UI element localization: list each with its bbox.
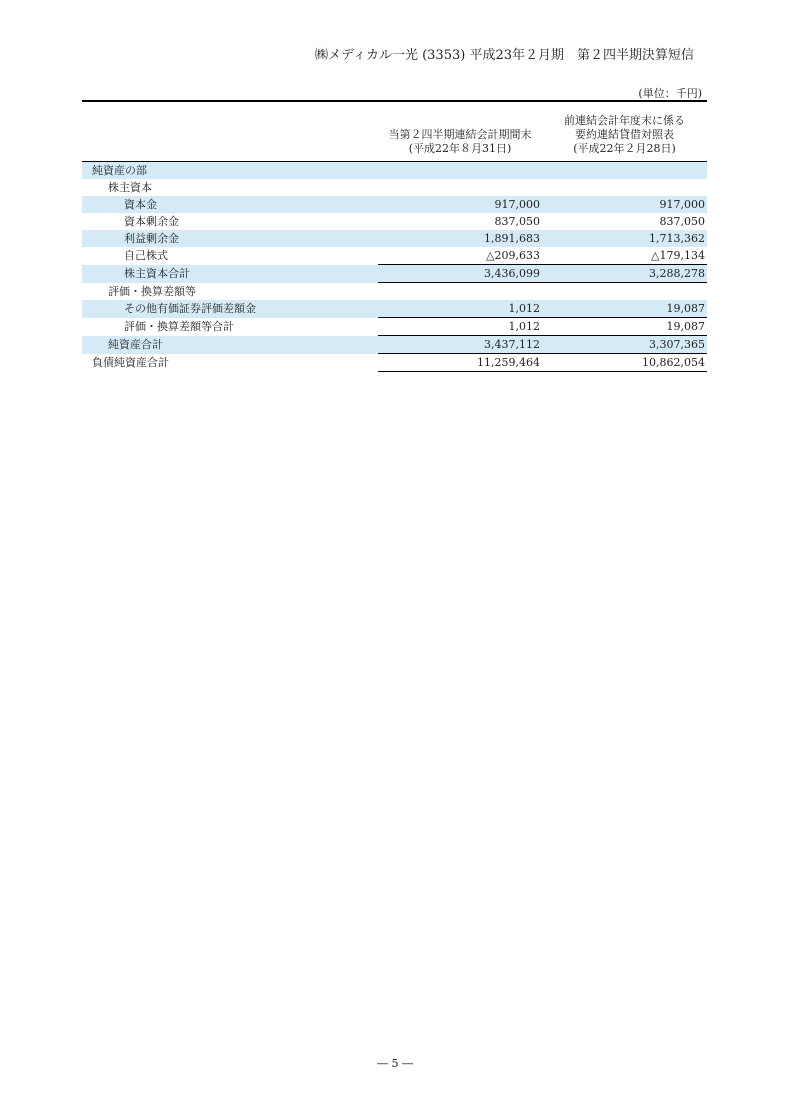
row-current-value: 3,436,099 (378, 265, 542, 283)
row-previous-value: 1,713,362 (542, 230, 707, 247)
header-blank-cell (82, 101, 378, 162)
row-label: 評価・換算差額等合計 (124, 320, 234, 333)
row-previous-value: 10,862,054 (542, 354, 707, 372)
header-previous-line1: 前連結会計年度末に係る (564, 114, 685, 127)
unit-label: (単位：千円) (638, 87, 702, 100)
table-row (82, 318, 707, 336)
table-row (82, 336, 707, 354)
header-previous-line2: 要約連結貸借対照表 (575, 128, 674, 141)
header-previous-line3: (平成22年２月28日) (573, 142, 676, 155)
row-label: 負債純資産合計 (92, 356, 169, 369)
row-current-value: 1,012 (378, 300, 542, 318)
row-label: 純資産の部 (82, 162, 378, 180)
row-previous-value (542, 283, 707, 301)
table-row (82, 213, 707, 230)
row-label: 資本剰余金 (124, 215, 179, 228)
row-current-value: 1,012 (378, 318, 542, 336)
row-current-value (378, 162, 542, 180)
row-previous-value: 19,087 (542, 300, 707, 318)
row-current-value (378, 179, 542, 196)
table-row (82, 179, 707, 196)
row-current-value: △209,633 (486, 249, 540, 262)
row-label: 株主資本 (108, 181, 152, 194)
table-row (82, 196, 707, 213)
balance-sheet-table (82, 100, 707, 372)
row-current-value: 917,000 (378, 196, 542, 213)
row-label: 資本金 (82, 196, 378, 213)
row-label: 自己株式 (124, 249, 168, 263)
row-label: その他有価証券評価差額金 (82, 300, 378, 318)
table-row (82, 300, 707, 318)
row-previous-value: △179,134 (651, 249, 705, 262)
header-current-line1: 当第２四半期連結会計期間末 (388, 128, 532, 141)
row-label: 純資産合計 (82, 336, 378, 354)
row-previous-value: 19,087 (542, 318, 707, 336)
table-row (82, 162, 707, 180)
table-row (82, 354, 707, 372)
row-current-value: 3,437,112 (378, 336, 542, 354)
header-current-period (378, 101, 542, 162)
row-current-value: 11,259,464 (378, 354, 542, 372)
row-current-value: 837,050 (494, 215, 540, 228)
row-label: 株主資本合計 (82, 265, 378, 283)
table-header-row (82, 101, 707, 162)
row-previous-value: 3,288,278 (542, 265, 707, 283)
table-row (82, 265, 707, 283)
row-previous-value: 917,000 (542, 196, 707, 213)
page-number: ― 5 ― (377, 1057, 413, 1070)
header-previous-period (542, 101, 707, 162)
table-row (82, 230, 707, 247)
row-previous-value: 3,307,365 (542, 336, 707, 354)
row-label: 利益剰余金 (82, 230, 378, 247)
header-current-line2: (平成22年８月31日) (408, 142, 512, 155)
row-current-value (378, 283, 542, 301)
row-previous-value (542, 162, 707, 180)
table-row (82, 247, 707, 265)
row-current-value: 1,891,683 (378, 230, 542, 247)
table-row (82, 283, 707, 301)
row-previous-value (542, 179, 707, 196)
row-previous-value: 837,050 (659, 215, 705, 228)
row-label: 評価・換算差額等 (108, 284, 196, 298)
document-header-title: ㈱メディカル一光 (3353) 平成23年２月期 第２四半期決算短信 (315, 48, 694, 63)
